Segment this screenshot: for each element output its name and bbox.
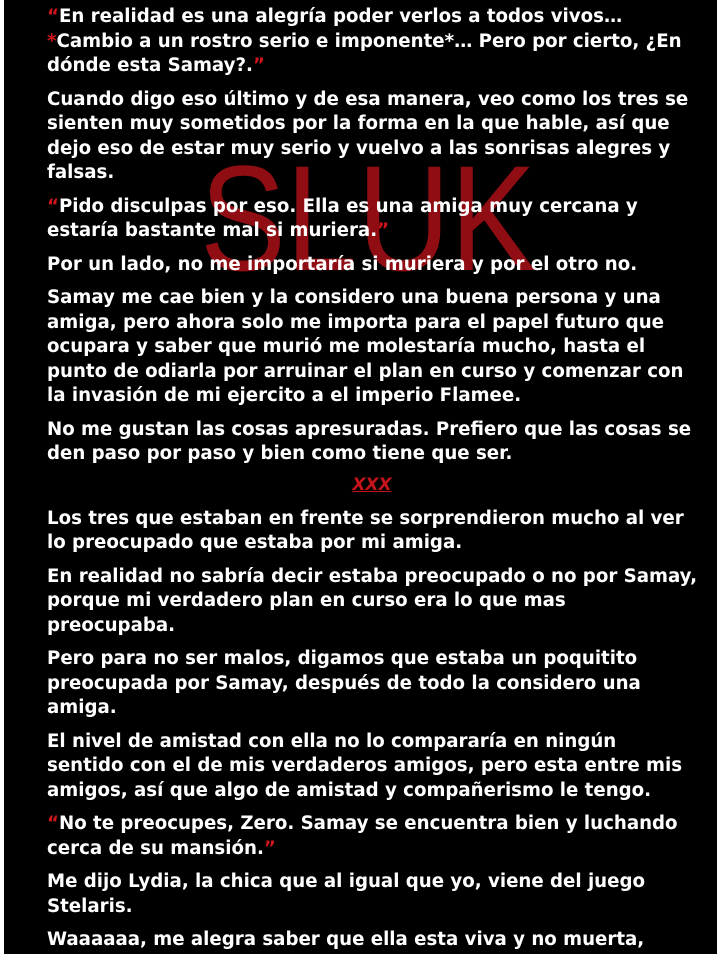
document-page	[4, 0, 717, 954]
document-body	[47, 5, 697, 954]
paragraph-11	[47, 812, 697, 861]
paragraph-13: Waaaaaa, me alegra saber que ella esta viva y no muerta,	[47, 929, 645, 950]
open-quote: “	[47, 195, 59, 217]
dialogue-text: En realidad es una alegría poder verlos a todos vivos…	[58, 6, 623, 27]
paragraph-9: Pero para no ser malos, digamos que estaba un poquitito preocupada por Samay, después de todo la considero una amiga.	[47, 648, 641, 718]
dialogue-text: No te preocupes, Zero. Samay se encuentra bien y luchando cerca de su mansión.	[47, 813, 678, 859]
open-quote: “	[47, 6, 59, 27]
paragraph-12: Me dijo Lydia, la chica que al igual que yo, viene del juego Stelaris.	[47, 871, 645, 917]
paragraph-6: No me gustan las cosas apresuradas. Prefiero que las cosas se den paso por paso y bien como tiene que ser.	[47, 418, 692, 464]
dialogue-text: Cambio a un rostro serio e imponente*… Pero por cierto, ¿En dónde esta Samay?.	[47, 30, 682, 76]
close-quote: ”	[252, 55, 265, 76]
paragraph-4: Por un lado, no me importaría si muriera y por el otro no.	[47, 253, 638, 275]
paragraph-5: Samay me cae bien y la considero una buena persona y una amiga, pero ahora solo me importa para el papel futuro que ocupara y saber que murió me molestaría mucho, hasta el punto de odiarla por arruinar el plan en curso y comenzar con la invasión de mi ejercito a el imperio Flamee.	[47, 287, 684, 406]
close-quote: ”	[377, 220, 390, 241]
dialogue-text: Pido disculpas por eso. Ella es una amiga muy cercana y estaría bastante mal si muriera.	[47, 195, 638, 241]
action-asterisk: *	[47, 30, 57, 52]
close-quote: ”	[263, 837, 276, 859]
paragraph-7: Los tres que estaban en frente se sorprendieron mucho al ver lo preocupado que estaba por mi amiga.	[47, 507, 684, 553]
paragraph-3	[47, 195, 697, 244]
paragraph-8: En realidad no sabría decir estaba preocupado o no por Samay, porque mi verdadero plan en curso era lo que mas preocupaba.	[47, 565, 698, 636]
watermark-text: SLUK	[200, 138, 536, 288]
open-quote: “	[47, 813, 59, 834]
paragraph-1	[47, 5, 697, 79]
paragraph-10: El nivel de amistad con ella no lo compararía en ningún sentido con el de mis verdaderos amigos, pero esta entre mis amigos, así que algo de amistad y compañerismo le tengo.	[47, 730, 683, 801]
paragraph-2: Cuando digo eso último y de esa manera, veo como los tres se sienten muy sometidos por la forma en la que hable, así que dejo eso de estar muy serio y vuelvo a las sonrisas alegres y falsas.	[47, 88, 689, 183]
section-separator: XXX	[352, 474, 392, 495]
